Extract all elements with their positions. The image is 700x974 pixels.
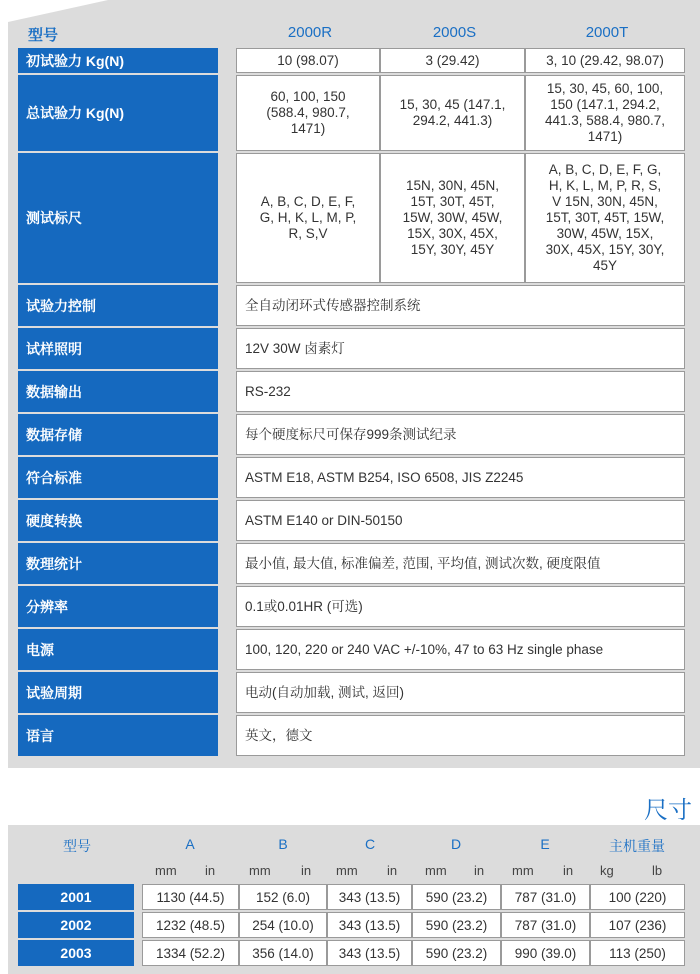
dimensions-row-model: 2001 [18,884,134,910]
dimensions-unit-label: in [387,863,398,878]
spec-value-text: 15N, 30N, 45N, 15T, 30T, 45T, 15W, 30W, 45W, 15X, 30X, 45X, 15Y, 30Y, 45Y [402,178,503,257]
spec-row [18,48,685,73]
spec-header-row [8,24,700,46]
dimensions-header-cell: B [278,836,288,852]
spec-row-label: 试验力控制 [18,285,218,326]
spec-row-label: 初试验力 Kg(N) [18,48,218,73]
spec-row [18,586,685,627]
spec-row [18,543,685,584]
dimensions-header-cell: D [450,836,462,852]
spec-value-text: A, B, C, D, E, F, G, H, K, L, M, P, R, S, V 15N, 30N, 45N, 15T, 30T, 45T, 15W, 30W, 45W, 15X, 30X, 45X, 15Y, 30Y, 45Y [545,162,665,273]
dimensions-value-cell: 254 (10.0) [239,912,327,938]
spec-row-label: 数据存储 [18,414,218,455]
spec-value-cell: ASTM E18, ASTM B254, ISO 6508, JIS Z2245 [236,457,685,498]
dimensions-value-cell: 343 (13.5) [327,940,412,966]
spec-row-label: 测试标尺 [18,153,218,283]
spec-row-label: 分辨率 [18,586,218,627]
dimensions-unit-label: mm [249,863,271,878]
spec-value-cell: 每个硬度标尺可保存999条测试纪录 [236,414,685,455]
spec-row-label: 语言 [18,715,218,756]
dimensions-value-cell: 152 (6.0) [239,884,327,910]
spec-row [18,414,685,455]
spec-row [18,500,685,541]
dimensions-value-cell: 990 (39.0) [501,940,590,966]
spec-value-text: 15, 30, 45, 60, 100, 150 (147.1, 294.2, 441.3, 588.4, 980.7, 1471) [544,81,666,144]
dimensions-value-cell: 100 (220) [590,884,685,910]
spec-row-label: 数据输出 [18,371,218,412]
spec-value-cell: 12V 30W 卤素灯 [236,328,685,369]
dimensions-value-cell: 1130 (44.5) [142,884,239,910]
spec-row [18,153,685,283]
dimensions-value-cell: 787 (31.0) [501,884,590,910]
spec-row-label: 数理统计 [18,543,218,584]
dimensions-row-model: 2003 [18,940,134,966]
spec-value-cell [525,153,685,283]
spec-row [18,672,685,713]
model-header-label: 型号 [28,27,59,44]
dimensions-unit-label: in [474,863,485,878]
dimensions-row-model: 2002 [18,912,134,938]
dimensions-header-cell: 主机重量 [609,838,665,854]
dimensions-unit-label: in [301,863,312,878]
spec-row [18,371,685,412]
model-2000r-header: 2000R [287,24,333,41]
dimensions-header-cell: 型号 [63,838,91,854]
spec-row [18,75,685,151]
dimensions-title: 尺寸 [644,797,692,824]
spec-row [18,629,685,670]
spec-value-cell: 全自动闭环式传感器控制系统 [236,285,685,326]
spec-row [18,285,685,326]
spec-row-label: 电源 [18,629,218,670]
model-2000s-header: 2000S [432,24,477,41]
spec-row-label: 硬度转换 [18,500,218,541]
spec-value-cell [380,75,525,151]
spec-value-text: 15, 30, 45 (147.1, 294.2, 441.3) [399,97,506,128]
spec-value-cell: 英文，德文 [236,715,685,756]
dimensions-value-cell: 590 (23.2) [412,912,501,938]
spec-value-text: A, B, C, D, E, F, G, H, K, L, M, P, R, S,V [259,194,357,241]
dimensions-unit-label: mm [425,863,447,878]
dimensions-unit-label: lb [652,863,663,878]
dimensions-unit-label: in [563,863,574,878]
spec-value-cell [380,153,525,283]
spec-row [18,328,685,369]
spec-value-cell [236,75,380,151]
spec-value-text: 3 (29.42) [425,52,480,68]
spec-value-cell [525,48,685,73]
spec-value-cell [380,48,525,73]
dimensions-unit-label: mm [155,863,177,878]
dimensions-header-cell: C [364,836,376,852]
spec-row-label: 试验周期 [18,672,218,713]
dimensions-value-cell: 787 (31.0) [501,912,590,938]
spec-value-cell: RS-232 [236,371,685,412]
dimensions-value-cell: 1334 (52.2) [142,940,239,966]
spec-value-cell [236,153,380,283]
dimensions-value-cell: 343 (13.5) [327,912,412,938]
dimensions-value-cell: 356 (14.0) [239,940,327,966]
dimensions-unit-label: mm [512,863,534,878]
dimensions-header-cell: A [185,836,195,852]
dimensions-unit-label: mm [336,863,358,878]
spec-value-cell: 最小值, 最大值, 标准偏差, 范围, 平均值, 测试次数, 硬度限值 [236,543,685,584]
spec-value-cell [236,48,380,73]
spec-value-text: 10 (98.07) [277,52,339,68]
dimensions-value-cell: 1232 (48.5) [142,912,239,938]
spec-value-text: 60, 100, 150 (588.4, 980.7, 1471) [266,89,350,136]
spec-value-cell [525,75,685,151]
dimensions-unit-label: in [205,863,216,878]
model-2000t-header: 2000T [585,24,629,41]
spec-value-text: 3, 10 (29.42, 98.07) [546,52,664,68]
dimensions-value-cell: 590 (23.2) [412,940,501,966]
spec-value-cell: 电动(自动加载, 测试, 返回) [236,672,685,713]
dimensions-value-cell: 107 (236) [590,912,685,938]
spec-value-cell: 100, 120, 220 or 240 VAC +/-10%, 47 to 63 Hz single phase [236,629,685,670]
dimensions-value-cell: 343 (13.5) [327,884,412,910]
spec-row-label: 符合标准 [18,457,218,498]
dimensions-header-cell: E [540,836,550,852]
spec-row-label: 试样照明 [18,328,218,369]
dimensions-unit-label: kg [600,863,614,878]
spec-value-cell: 0.1或0.01HR (可选) [236,586,685,627]
dimensions-value-cell: 113 (250) [590,940,685,966]
spec-row [18,715,685,756]
spec-row [18,457,685,498]
spec-row-label: 总试验力 Kg(N) [18,75,218,151]
spec-value-cell: ASTM E140 or DIN-50150 [236,500,685,541]
dimensions-value-cell: 590 (23.2) [412,884,501,910]
